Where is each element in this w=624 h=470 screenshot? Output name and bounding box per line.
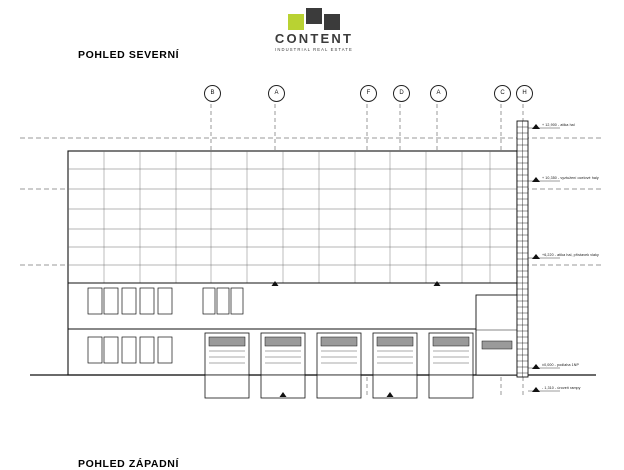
loading-dock-bays: [205, 333, 473, 398]
axis-bubble-h: H: [516, 85, 533, 102]
axis-bubble-f: F: [360, 85, 377, 102]
logo-subtitle: INDUSTRIAL REAL ESTATE: [275, 47, 353, 52]
page-title-north: POHLED SEVERNÍ: [78, 49, 180, 61]
axis-bubble-a1: A: [268, 85, 285, 102]
level-leaders: [528, 124, 560, 392]
office-window-band-upper: [88, 288, 243, 314]
axis-bubble-c: C: [494, 85, 511, 102]
axis-bubble-a2: A: [430, 85, 447, 102]
level-label-1310: - 1,310 - úroveň rampy: [542, 386, 581, 390]
level-label-6220: +6,220 - atika hal, přístavek vlaky: [542, 253, 599, 257]
axis-bubble-b: B: [204, 85, 221, 102]
office-window-band-lower: [88, 337, 172, 363]
level-label-12900: + 12,900 - atika hal: [542, 123, 575, 127]
annex-block: [476, 295, 517, 375]
stair-tower: [517, 121, 528, 377]
level-label-0000: ±0,000 - podlaha 1NP: [542, 363, 579, 367]
axis-bubble-d: D: [393, 85, 410, 102]
page-title-west: POHLED ZÁPADNÍ: [78, 458, 179, 470]
logo-name: CONTENT: [274, 31, 354, 46]
level-label-10350: + 10,350 - vyztužení ocelové haly: [542, 176, 599, 180]
